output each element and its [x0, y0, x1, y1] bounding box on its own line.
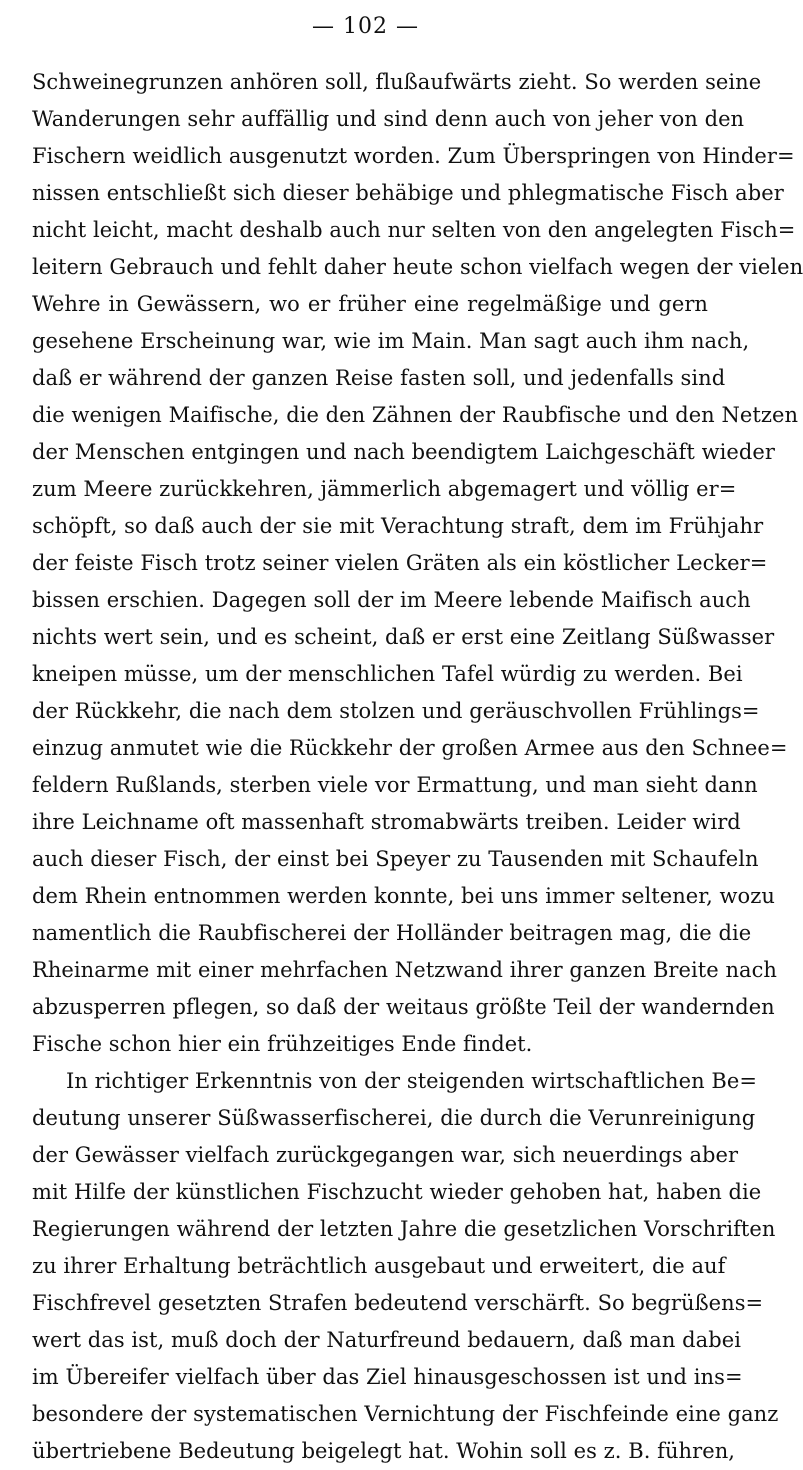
text-line: einzug anmutet wie die Rückkehr der großen Armee aus den Schnee=: [32, 736, 788, 760]
text-line: deutung unserer Süßwasserfischerei, die durch die Verunreinigung: [32, 1106, 756, 1130]
text-line: Wanderungen sehr auffällig und sind denn auch von jeher von den: [32, 107, 745, 131]
paragraph: [32, 1063, 779, 1470]
text-line: zum Meere zurückkehren, jämmerlich abgemagert und völlig er=: [32, 477, 737, 501]
text-line: daß er während der ganzen Reise fasten soll, und jedenfalls sind: [32, 366, 726, 390]
text-line: bissen erschien. Dagegen soll der im Meere lebende Maifisch auch: [32, 588, 751, 612]
text-line: Rheinarme mit einer mehrfachen Netzwand ihrer ganzen Breite nach: [32, 958, 777, 982]
text-line: abzusperren pflegen, so daß der weitaus größte Teil der wandernden: [32, 995, 775, 1019]
text-line: dem Rhein entnommen werden konnte, bei uns immer seltener, wozu: [32, 884, 775, 908]
text-line: wert das ist, muß doch der Naturfreund bedauern, daß man dabei: [32, 1328, 741, 1352]
text-line: Regierungen während der letzten Jahre die gesetzlichen Vorschriften: [32, 1217, 776, 1241]
text-line: Fische schon hier ein frühzeitiges Ende findet.: [32, 1032, 533, 1056]
text-line: der feiste Fisch trotz seiner vielen Gräten als ein köstlicher Lecker=: [32, 551, 768, 575]
text-line: der Menschen entgingen und nach beendigtem Laichgeschäft wieder: [32, 440, 775, 464]
text-line: leitern Gebrauch und fehlt daher heute schon vielfach wegen der vielen: [32, 255, 803, 279]
text-line: mit Hilfe der künstlichen Fischzucht wieder gehoben hat, haben die: [32, 1180, 762, 1204]
page-number: — 102 —: [312, 14, 419, 39]
text-line: besondere der systematischen Vernichtung der Fischfeinde eine ganz: [32, 1402, 779, 1426]
text-line: nissen entschließt sich dieser behäbige und phlegmatische Fisch aber: [32, 181, 784, 205]
text-line: Fischfrevel gesetzten Strafen bedeutend verschärft. So begrüßens=: [32, 1291, 764, 1315]
text-line: der Rückkehr, die nach dem stolzen und geräuschvollen Frühlings=: [32, 699, 760, 723]
text-line: Fischern weidlich ausgenutzt worden. Zum Überspringen von Hinder=: [32, 144, 795, 168]
text-line: die wenigen Maifische, die den Zähnen der Raubfische und den Netzen: [32, 403, 799, 427]
body-text: [32, 64, 803, 1470]
text-line: der Gewässer vielfach zurückgegangen war, sich neuerdings aber: [32, 1143, 739, 1167]
text-line: gesehene Erscheinung war, wie im Main. Man sagt auch ihm nach,: [32, 329, 750, 353]
text-line: kneipen müsse, um der menschlichen Tafel würdig zu werden. Bei: [32, 662, 743, 686]
text-line: Wehre in Gewässern, wo er früher eine regelmäßige und gern: [32, 292, 708, 316]
text-line: ihre Leichname oft massenhaft stromabwärts treiben. Leider wird: [32, 810, 741, 834]
text-line: nicht leicht, macht deshalb auch nur selten von den angelegten Fisch=: [32, 218, 796, 242]
text-line: zu ihrer Erhaltung beträchtlich ausgebaut und erweitert, die auf: [32, 1254, 726, 1278]
text-line: namentlich die Raubfischerei der Holländer beitragen mag, die die: [32, 921, 752, 945]
paragraph: [32, 64, 803, 1063]
text-line: In richtiger Erkenntnis von der steigenden wirtschaftlichen Be=: [66, 1069, 758, 1093]
text-line: im Übereifer vielfach über das Ziel hinausgeschossen ist und ins=: [32, 1365, 743, 1389]
text-line: auch dieser Fisch, der einst bei Speyer zu Tausenden mit Schaufeln: [32, 847, 759, 871]
text-line: übertriebene Bedeutung beigelegt hat. Wohin soll es z. B. führen,: [32, 1439, 735, 1463]
text-line: Schweinegrunzen anhören soll, flußaufwärts zieht. So werden seine: [32, 70, 762, 94]
text-line: feldern Rußlands, sterben viele vor Ermattung, und man sieht dann: [32, 773, 758, 797]
text-line: schöpft, so daß auch der sie mit Verachtung straft, dem im Frühjahr: [32, 514, 764, 538]
text-line: nichts wert sein, und es scheint, daß er erst eine Zeitlang Süßwasser: [32, 625, 775, 649]
